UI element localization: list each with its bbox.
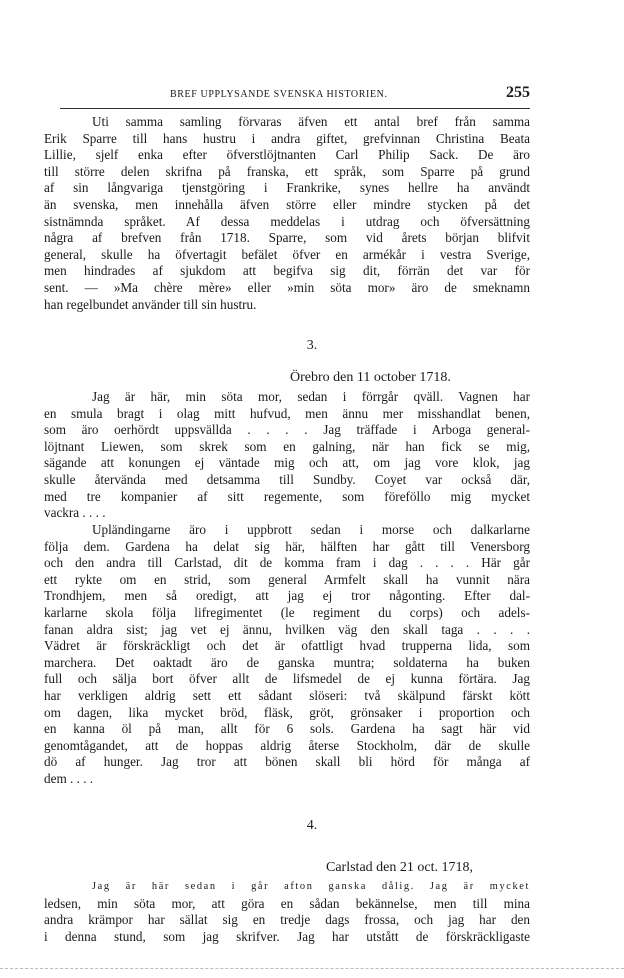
text-line: andra krämpor har sällat sig en tredje dags frossa, och jag har den [44,912,530,928]
text-line: genomtågandet, att de hoppas aldrig återse Stockholm, där de skulle [44,737,530,753]
letter-dateline: Carlstad den 21 oct. 1718, [326,860,473,875]
text-line: sent. — »Ma chère mère» eller »min söta mor» äro de smeknamn [44,279,530,295]
text-line: Jag är här, min söta mor, sedan i förrgår qväll. Vagnen har [92,389,530,404]
letter-paragraph [44,879,530,945]
text-line: som äro oerhördt uppsvällda . . . . Jag träffade i Arboga general- [44,422,530,438]
text-line: Upländingarne äro i uppbrott sedan i morse och dalkarlarne [92,522,530,537]
page-bottom-edge [0,968,624,969]
text-line: men hindrades af sjukdom att begifva sig dit, förrän det var för [44,263,530,279]
text-line: dem . . . . [44,770,94,786]
text-line: löjtnant Liewen, som skrek som en galning, när han fick se mig, [44,438,530,454]
page-number: 255 [506,84,530,101]
text-line: Uti samma samling förvaras äfven ett antal bref från samma [92,114,530,129]
header-rule [60,108,530,109]
letter-paragraph [44,389,530,522]
text-line: fanan aldra sist; jag vet ej ännu, hvilken väg den skall taga . . . . [44,621,530,637]
text-line: marchera. Det oaktadt äro de ganska muntra; soldaterna ha buken [44,654,530,670]
intro-paragraph [44,114,530,313]
text-line: full och sälja bort öfver allt de lifsmedel de ej kunna förtära. Jag [44,671,530,687]
text-line: ett rykte om en strid, som general Armfelt skall ha vunnit nära [44,571,530,587]
text-line: med tre kompanier af sitt regemente, som föreföllo mig mycket [44,488,530,504]
text-line: karlarne skola följa lifregimentet (le regiment du corps) och adels- [44,604,530,620]
text-line: han regelbundet använder till sin hustru. [44,296,257,312]
text-line: en kanna öl på man, allt för 6 sols. Gardena ha sagt här vid [44,721,530,737]
text-line: i denna stund, som jag skrifver. Jag har utstått de förskräckligaste [44,928,530,944]
text-line: af sin långvariga tjenstgöring i Frankrike, synes hellre ha användt [44,180,530,196]
text-line: än svenska, men innehålla äfven större eller mindre stycken på det [44,196,530,212]
text-line: en smula bragt i olag mitt hufvud, men ännu mer misshandlat benen, [44,405,530,421]
text-line: skulle återvända med detsamma till Sundby. Coyet var också där, [44,471,530,487]
text-line-small: Jag är här sedan i går afton ganska dålig. Jag är mycket [92,881,530,892]
text-line: Erik Sparre till hans hustru i andra giftet, grefvinnan Christina Beata [44,130,530,146]
text-line: har verkligen aldrig sett ett sådant slöseri: två skälpund färskt kött [44,687,530,703]
page-header [60,84,530,108]
text-line: och den andra till Carlstad, dit de komma fram i dag . . . . Här går [44,555,530,571]
text-line: ledsen, min söta mor, att göra en sådan bekännelse, men till mina [44,895,530,911]
text-line: general, skulle ha öfvertagit befälet öfver en armékår i vestra Sverige, [44,246,530,262]
text-line: följa dem. Gardena ha delat sig här, hälften har gått till Venersborg [44,538,530,554]
text-line: några af brefven från 1718. Sparre, som vid årets början blifvit [44,230,530,246]
text-line: till större delen skrifna på franska, ett språk, som Sparre på grund [44,163,530,179]
text-line: Vädret är förskräckligt och det är ofattligt hvad trupperna lida, som [44,638,530,654]
letter-paragraph [44,522,530,788]
text-line: dö af hunger. Jag tror att bönen skall bli hörd för många af [44,754,530,770]
running-head: BREF UPPLYSANDE SVENSKA HISTORIEN. [170,89,388,100]
text-line: vackra . . . . [44,505,106,521]
text-line: Lillie, sjelf enka efter öfverstlöjtnanten Carl Philip Sack. De äro [44,147,530,163]
section-number: 3. [306,338,318,353]
text-line: om dagen, lika mycket bröd, fläsk, gröt, grönsaker i proportion och [44,704,530,720]
text-line: sägande att konungen ej väntade mig och att, om jag vore klok, jag [44,455,530,471]
text-line: sistnämnda språket. Af dessa meddelas i utdrag och öfversättning [44,213,530,229]
text-line: Trondhjem, men så oredigt, att jag ej tror någonting. Efter dal- [44,588,530,604]
section-number: 4. [306,818,318,833]
letter-dateline: Örebro den 11 october 1718. [290,370,451,385]
